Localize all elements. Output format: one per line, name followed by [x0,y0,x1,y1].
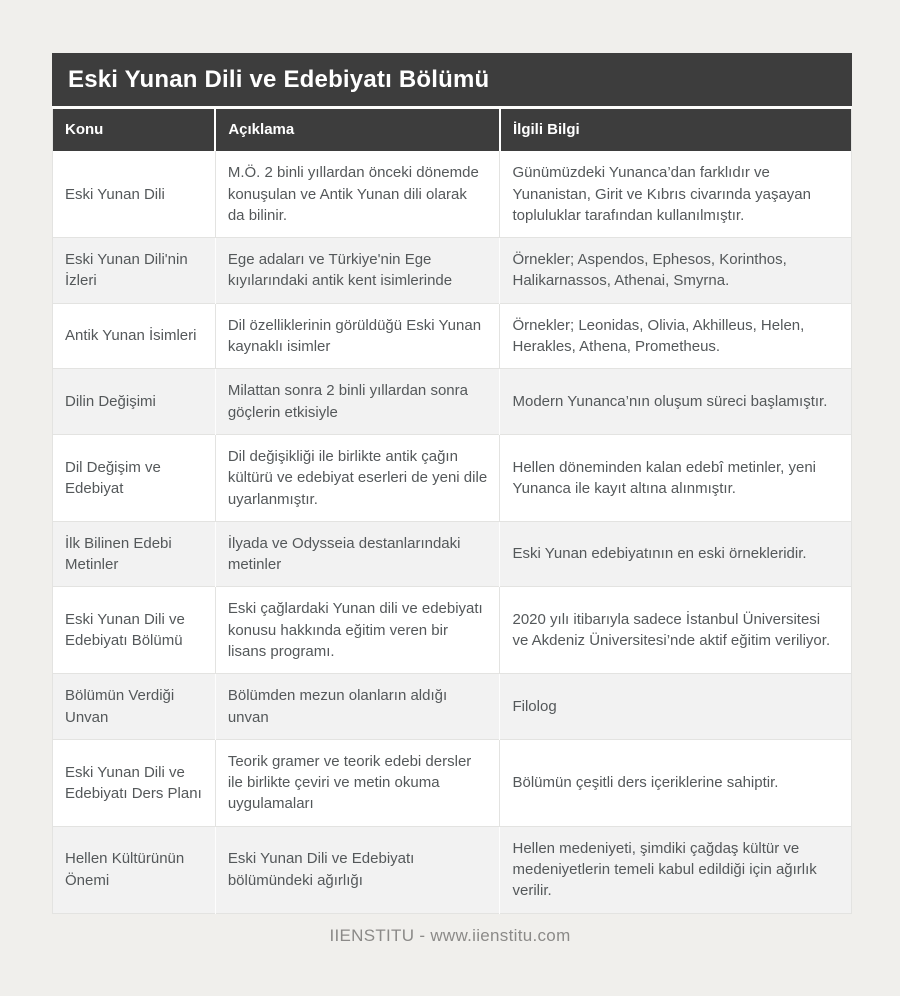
cell-aciklama: Bölümden mezun olanların aldığı unvan [215,674,500,740]
column-header-konu: Konu [53,109,216,151]
cell-ilgili-bilgi: Hellen medeniyeti, şimdiki çağdaş kültür ve medeniyetlerin temeli kabul edildiği için ağırlık verilir. [500,826,852,913]
table-row [53,587,852,674]
cell-konu: Hellen Kültürünün Önemi [53,826,216,913]
info-table [52,109,852,914]
cell-ilgili-bilgi: Bölümün çeşitli ders içeriklerine sahiptir. [500,739,852,826]
table-row [53,151,852,237]
table-row [53,739,852,826]
page-title: Eski Yunan Dili ve Edebiyatı Bölümü [52,53,852,106]
cell-ilgili-bilgi: 2020 yılı itibarıyla sadece İstanbul Üniversitesi ve Akdeniz Üniversitesi’nde aktif eğitim veriliyor. [500,587,852,674]
cell-aciklama: Eski çağlardaki Yunan dili ve edebiyatı konusu hakkında eğitim veren bir lisans programı. [215,587,500,674]
cell-ilgili-bilgi: Filolog [500,674,852,740]
table-row [53,521,852,587]
cell-konu: Bölümün Verdiği Unvan [53,674,216,740]
cell-konu: Eski Yunan Dili'nin İzleri [53,238,216,304]
cell-ilgili-bilgi: Hellen döneminden kalan edebî metinler, yeni Yunanca ile kayıt altına alınmıştır. [500,434,852,521]
cell-konu: Dilin Değişimi [53,369,216,435]
table-row [53,674,852,740]
cell-aciklama: Eski Yunan Dili ve Edebiyatı bölümündeki ağırlığı [215,826,500,913]
table-row [53,369,852,435]
column-header-ilgili-bilgi: İlgili Bilgi [500,109,852,151]
cell-aciklama: Dil değişikliği ile birlikte antik çağın kültürü ve edebiyat eserleri de yeni dile uyarlanmıştır. [215,434,500,521]
cell-ilgili-bilgi: Modern Yunanca’nın oluşum süreci başlamıştır. [500,369,852,435]
header-row [53,109,852,151]
cell-ilgili-bilgi: Günümüzdeki Yunanca’dan farklıdır ve Yunanistan, Girit ve Kıbrıs civarında yaşayan topluluklar tarafından kullanılmıştır. [500,151,852,237]
table-row [53,434,852,521]
cell-ilgili-bilgi: Eski Yunan edebiyatının en eski örnekleridir. [500,521,852,587]
table-row [53,303,852,369]
cell-aciklama: Ege adaları ve Türkiye'nin Ege kıyılarındaki antik kent isimlerinde [215,238,500,304]
cell-konu: Eski Yunan Dili [65,185,165,203]
table-row [53,826,852,913]
cell-aciklama: Teorik gramer ve teorik edebi dersler ile birlikte çeviri ve metin okuma uygulamaları [215,739,500,826]
table-row [53,238,852,304]
cell-konu: Antik Yunan İsimleri [53,303,216,369]
cell-aciklama: M.Ö. 2 binli yıllardan önceki dönemde konuşulan ve Antik Yunan dili olarak da bilinir. [215,151,500,237]
footer-branding: IIENSTITU - www.iienstitu.com [329,926,571,945]
cell-aciklama: Dil özelliklerinin görüldüğü Eski Yunan kaynaklı isimler [215,303,500,369]
cell-aciklama: Milattan sonra 2 binli yıllardan sonra göçlerin etkisiyle [215,369,500,435]
cell-ilgili-bilgi: Örnekler; Leonidas, Olivia, Akhilleus, Helen, Herakles, Athena, Prometheus. [500,303,852,369]
table-header [53,109,852,151]
cell-konu: İlk Bilinen Edebi Metinler [53,521,216,587]
table-body [53,151,852,913]
cell-ilgili-bilgi: Örnekler; Aspendos, Ephesos, Korinthos, Halikarnassos, Athenai, Smyrna. [500,238,852,304]
cell-aciklama: İlyada ve Odysseia destanlarındaki metinler [215,521,500,587]
column-header-aciklama: Açıklama [215,109,500,151]
cell-konu: Dil Değişim ve Edebiyat [53,434,216,521]
cell-konu: Eski Yunan Dili ve Edebiyatı Bölümü [53,587,216,674]
table-card [52,53,852,914]
cell-konu: Eski Yunan Dili ve Edebiyatı Ders Planı [53,739,216,826]
